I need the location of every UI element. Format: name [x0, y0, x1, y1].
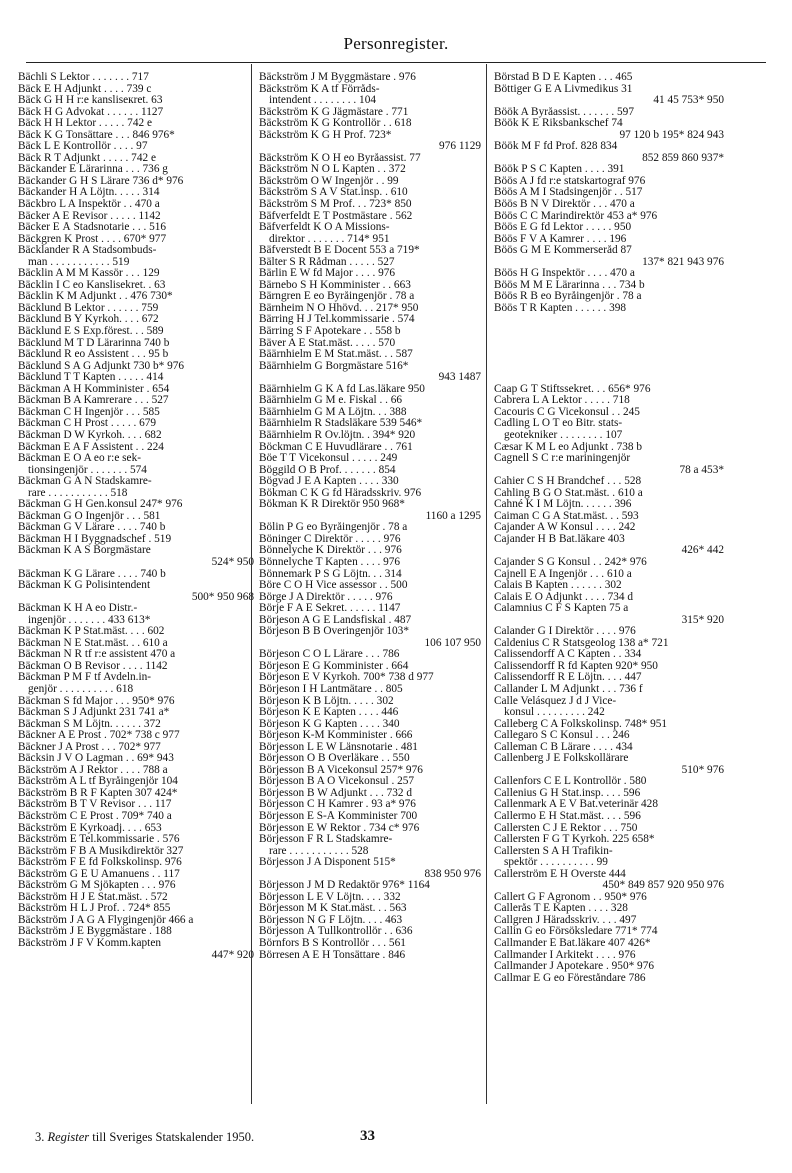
register-entry: Bäcklund T T Kapten . . . . . 414 — [18, 372, 164, 384]
register-entry: Bäckman C H Prost . . . . . 679 — [18, 418, 157, 430]
register-entry: Bäckström G M Sjökapten . . . 976 — [18, 880, 176, 892]
register-entry: intendent . . . . . . . . 104 — [269, 95, 376, 107]
register-entry: Cajander H B Bat.läkare 403 — [494, 533, 625, 545]
page-footer — [35, 1130, 775, 1145]
register-entry: Cajander A W Konsul . . . . 242 — [494, 522, 636, 534]
register-entry: 943 1487 — [438, 372, 481, 384]
register-entry: Callenmark A E V Bat.veterinär 428 — [494, 799, 658, 811]
register-entry: Bärngren E eo Byråingenjör . 78 a — [259, 291, 415, 303]
register-entry: Bäckman N E Stat.mäst. . . 610 a — [18, 637, 168, 649]
register-entry: Bäck L E Kontrollör . . . . 97 — [18, 141, 148, 153]
register-entry: Böös A J fd r:e statskartograf 976 — [494, 175, 646, 187]
register-entry: Bögvad J E A Kapten . . . . 330 — [259, 476, 399, 488]
register-column-2 — [259, 72, 481, 961]
register-entry: Bärnebo S H Komminister . . 663 — [259, 279, 411, 291]
register-entry: Bäckman G A N Stadskamre- — [18, 476, 152, 488]
register-entry: 426* 442 — [681, 545, 724, 557]
register-entry: Bäckström K G Kontrollör . . 618 — [259, 118, 412, 130]
register-entry: Bäckström J F V Komm.kapten — [18, 938, 161, 950]
register-entry: Cadling L O T eo Bitr. stats- — [494, 418, 623, 430]
register-entry: 315* 920 — [681, 614, 724, 626]
register-entry: Bäckman P M F tf Avdeln.in- — [18, 672, 152, 684]
register-entry: Bönnelyche T Kapten . . . . 976 — [259, 556, 401, 568]
register-entry: Böök P S C Kapten . . . . 391 — [494, 164, 625, 176]
register-entry: Bäcklund R eo Assistent . . . 95 b — [18, 349, 169, 361]
register-entry: Börjesson B W Adjunkt . . . 732 d — [259, 787, 413, 799]
register-entry: rare . . . . . . . . . . . 518 — [28, 487, 128, 499]
register-entry: Callmander I Arkitekt . . . . 976 — [494, 949, 636, 961]
register-entry: Calissendorff R E Löjtn. . . . 447 — [494, 672, 642, 684]
register-entry — [494, 361, 724, 373]
register-entry: Böös H G Inspektör . . . . 470 a — [494, 268, 635, 280]
register-entry: Böös B N V Direktör . . . 470 a — [494, 199, 635, 211]
register-entry: Bäck H G Advokat . . . . . . 1127 — [18, 106, 164, 118]
register-entry: Callersten C J E Rektor . . . 750 — [494, 822, 638, 834]
register-entry: Cajander S G Konsul . . 242* 976 — [494, 556, 647, 568]
register-entry: Bäckström K G Jägmästare . 771 — [259, 106, 409, 118]
page-title: Personregister. — [343, 34, 449, 53]
register-entry: Bäckman D W Kyrkoh. . . . 682 — [18, 429, 162, 441]
register-entry: Börjesson F R L Stadskamre- — [259, 834, 393, 846]
register-entry: direktor . . . . . . . 714* 951 — [269, 233, 390, 245]
register-entry: Bäckström G E U Amanuens . . 117 — [18, 868, 180, 880]
register-entry: Börjesson C H Kamrer . 93 a* 976 — [259, 799, 416, 811]
register-entry: Bäfverstedt B E Docent 553 a 719* — [259, 245, 420, 257]
register-entry: Börjesson J M D Redaktör 976* 1164 — [259, 880, 430, 892]
register-entry: Calamnius C F S Kapten 75 a — [494, 603, 629, 615]
footer-sheet: 3. — [35, 1130, 45, 1144]
register-entry: Bärlin E W fd Major . . . . 976 — [259, 268, 396, 280]
register-entry: Bäärnhielm G K A fd Las.läkare 950 — [259, 383, 425, 395]
register-entry: Böös C C Marindirektör 453 a* 976 — [494, 210, 658, 222]
register-entry: Börjeson K-M Komminister . 666 — [259, 730, 413, 742]
header-rule — [26, 62, 766, 63]
register-entry: Cabrera L A Lektor . . . . . 718 — [494, 395, 630, 407]
register-entry: Bäckström K O H eo Byråassist. 77 — [259, 152, 421, 164]
register-entry: Bäcklund B Lektor . . . . . . 759 — [18, 302, 159, 314]
register-entry: 137* 821 943 976 — [642, 256, 724, 268]
register-entry: Börjeson K G Kapten . . . . 340 — [259, 718, 400, 730]
register-entry: Bökman C K G fd Häradsskriv. 976 — [259, 487, 422, 499]
register-entry: Bäckman S J Adjunkt 231 741 a* — [18, 707, 170, 719]
register-entry: Börjeson E G Komminister . 664 — [259, 660, 409, 672]
register-entry: man . . . . . . . . . . . 519 — [28, 256, 130, 268]
register-entry: Böös M M E Lärarinna . . . 734 b — [494, 279, 645, 291]
register-entry: Calleberg C A Folkskolinsp. 748* 951 — [494, 718, 668, 730]
register-entry: 852 859 860 937* — [642, 152, 724, 164]
register-entry: Börjesson Å Tullkontrollör . . 636 — [259, 926, 413, 938]
register-entry: Böckman C E Huvudlärare . . 761 — [259, 441, 413, 453]
register-entry: 450* 849 857 920 950 976 — [602, 880, 724, 892]
register-entry: Bäckman C H Ingenjör . . . 585 — [18, 406, 160, 418]
footer-register-word: Register — [47, 1130, 90, 1144]
register-entry: Böös G M E Kommerseråd 87 — [494, 245, 632, 257]
register-entry: Calissendorff A C Kapten . . 334 — [494, 649, 642, 661]
register-entry: Bäckman S fd Major . . . 950* 976 — [18, 695, 175, 707]
register-entry: Bäckström S M Prof. . . 723* 850 — [259, 199, 412, 211]
register-entry: Bäckström B R F Kapten 307 424* — [18, 787, 178, 799]
register-entry: Calle Velásquez J d J Vice- — [494, 695, 617, 707]
column-divider — [251, 64, 252, 1104]
register-entry — [494, 314, 724, 326]
register-entry: Bökman K R Direktör 950 968* — [259, 499, 405, 511]
register-entry: Böök A Byråassist. . . . . . . 597 — [494, 106, 634, 118]
register-entry: Callermo E H Stat.mäst. . . . 596 — [494, 811, 641, 822]
register-entry: Böös E G fd Lektor . . . . . 950 — [494, 222, 632, 234]
register-entry: Bäcklund E S Exp.förest. . . 589 — [18, 326, 164, 338]
register-entry: Bäckström F E fd Folkskolinsp. 976 — [18, 857, 182, 869]
register-entry: Börjesson E W Rektor . 734 c* 976 — [259, 822, 420, 834]
register-entry: Böök K E Riksbankschef 74 — [494, 118, 623, 130]
register-entry: Bäärnhielm G M A Löjtn. . . 388 — [259, 406, 407, 418]
register-entry: Börjesson N G F Löjtn. . . . 463 — [259, 914, 403, 926]
register-entry: tionsingenjör . . . . . . . 574 — [28, 464, 147, 476]
register-entry: 976 1129 — [439, 141, 481, 153]
register-entry: Bäckgren K Prost . . . . 670* 977 — [18, 233, 167, 245]
register-entry: Bäfverfeldt K O A Missions- — [259, 222, 390, 234]
register-entry: Börge J A Direktör . . . . . 976 — [259, 591, 393, 603]
register-entry: Böggild O B Prof. . . . . . . 854 — [259, 464, 396, 476]
register-entry: geotekniker . . . . . . . . 107 — [504, 429, 623, 441]
register-entry: Bäcklund S A G Adjunkt 730 b* 976 — [18, 360, 185, 372]
register-entry: Börjesson B A Vicekonsul 257* 976 — [259, 764, 423, 776]
register-entry: Callerström E H Överste 444 — [494, 868, 626, 880]
register-entry: Cahling B G O Stat.mäst. . 610 a — [494, 487, 643, 499]
register-entry: 500* 950 968 — [191, 591, 254, 603]
register-entry: Callenius G H Stat.insp. . . . 596 — [494, 787, 641, 799]
register-entry: Bärring H J Tel.kommissarie . 574 — [259, 314, 415, 326]
register-entry: Bäcklin I C eo Kanslisekret. . 63 — [18, 279, 166, 291]
register-entry: Bäck R T Adjunkt . . . . . 742 e — [18, 152, 156, 164]
register-entry: Cahier C S H Brandchef . . . 528 — [494, 476, 642, 488]
register-entry: Bäckander H A Löjtn. . . . . 314 — [18, 187, 160, 199]
register-entry: 106 107 950 — [424, 637, 481, 649]
register-column-3 — [494, 72, 724, 984]
register-entry — [494, 372, 724, 384]
register-entry: Caap G T Stiftssekret. . . 656* 976 — [494, 383, 651, 395]
register-entry: Bäckström A J Rektor . . . . 788 a — [18, 764, 168, 776]
register-entry: Böök M F fd Prof. 828 834 — [494, 141, 618, 153]
register-entry: Bäckman G V Lärare . . . . 740 b — [18, 522, 166, 534]
register-entry: Bäärnhielm G Borgmästare 516* — [259, 360, 409, 372]
register-entry: Bäckman E A F Assistent . . 224 — [18, 441, 164, 453]
register-entry: Callegaro S C Konsul . . . 246 — [494, 730, 630, 742]
register-entry: Cagnell S C r:e mariningenjör — [494, 453, 631, 465]
register-entry: 524* 950 — [211, 556, 254, 568]
register-entry: Bäckström K G H Prof. 723* — [259, 129, 392, 141]
register-entry: Bäck G H H r:e kansliseкret. 63 — [18, 95, 163, 107]
register-entry: Bäckström J M Byggmästare . 976 — [259, 72, 416, 83]
register-entry: Cajnell E A Ingenjör . . . 610 a — [494, 568, 632, 580]
register-entry: 97 120 b 195* 824 943 — [619, 129, 724, 141]
register-entry: Bäckman B A Kamrerare . . . 527 — [18, 395, 169, 407]
register-entry: Callander L M Adjunkt . . . 736 f — [494, 683, 643, 695]
register-entry: Bäckström J A G A Flygingenjör 466 a — [18, 914, 194, 926]
register-entry: Calais B Kapten . . . . . . 302 — [494, 580, 622, 592]
register-entry: Börjeson C O L Lärare . . . 786 — [259, 649, 400, 661]
register-entry: 41 45 753* 950 — [653, 95, 724, 107]
register-entry: Börjeson K E Kapten . . . . 446 — [259, 707, 399, 719]
register-entry: konsul . . . . . . . . . 242 — [504, 707, 605, 719]
register-entry: Bäcklander R A Stadsombuds- — [18, 245, 157, 257]
register-entry: Bäcklin A M M Kassör . . . 129 — [18, 268, 160, 280]
register-entry: Börjeson A G E Landsfiskal . 487 — [259, 614, 412, 626]
register-entry: Bäck E H Adjunkt . . . . 739 c — [18, 83, 152, 95]
register-entry: Bäckström J E Byggmästare . 188 — [18, 926, 172, 938]
register-entry: Bäcksin J V O Lagman . . 69* 943 — [18, 753, 174, 765]
page-number: 33 — [360, 1128, 375, 1144]
register-entry: Börjesson L E W Länsnotarie . 481 — [259, 741, 418, 753]
register-entry: Bäckström F B A Musikdirektör 327 — [18, 845, 184, 857]
register-entry: 838 950 976 — [424, 868, 481, 880]
register-entry: Börjesson L E V Löjtn. . . . 332 — [259, 891, 401, 903]
register-entry: Bönnemark P S G Löjtn. . . 314 — [259, 568, 402, 580]
register-entry: Börjesson M K Stat.mäst. . . 563 — [259, 903, 407, 915]
register-entry: Böninger C Direktör . . . . . 976 — [259, 533, 401, 545]
register-entry: Börresen A E H Tonsättare . 846 — [259, 949, 406, 961]
register-entry: Bäckman K A S Borgmästare — [18, 545, 151, 557]
register-entry: Cacouris C G Vicekonsul . . 245 — [494, 406, 640, 418]
register-entry: Bäckman H I Byggnadschef . 519 — [18, 533, 172, 545]
register-entry: Bäckström O W Ingenjör . . 99 — [259, 175, 399, 187]
column-divider — [486, 64, 487, 1104]
register-entry: Böös R B eo Byråingenjör . 78 a — [494, 291, 642, 303]
register-entry: Böe T T Vicekonsul . . . . . 249 — [259, 453, 398, 465]
register-entry: Calissendorff R fd Kapten 920* 950 — [494, 660, 658, 672]
register-entry: Bäckbro L A Inspektör . . 470 a — [18, 199, 160, 211]
register-entry: Bäckström E Tel.kommissarie . 576 — [18, 834, 180, 846]
register-entry: genjör . . . . . . . . . . 618 — [28, 683, 134, 695]
register-entry: ingenjör . . . . . . . 433 613* — [28, 614, 151, 626]
register-entry: Bäck K G Tonsättare . . . 846 976* — [18, 129, 175, 141]
register-entry: Caiman C G A Stat.mäst. . . 593 — [494, 510, 639, 522]
register-entry: Callenberg J E Folkskollärare — [494, 753, 629, 765]
register-entry: Bölin P G eo Byråingenjör . 78 a — [259, 522, 408, 534]
register-entry: Bäck H H Lektor . . . . . 742 e — [18, 118, 152, 130]
register-entry: Börjesson E S-Å Komminister 700 — [259, 811, 418, 822]
register-entry: Callmander E Bat.läkare 407 426* — [494, 938, 651, 950]
register-entry: Bälter S R Rådman . . . . . 527 — [259, 256, 395, 268]
register-entry: Bäckström A L tf Byråingenjör 104 — [18, 776, 178, 788]
register-entry: Calander G I Direktör . . . . 976 — [494, 626, 636, 638]
register-entry: Börjeson E V Kyrkoh. 700* 738 d 977 — [259, 672, 434, 684]
register-entry: Callgren J Häradsskriv. . . . 497 — [494, 914, 637, 926]
register-entry — [494, 338, 724, 350]
register-entry: Bäckman G O Ingenjör . . . 581 — [18, 510, 161, 522]
register-entry: Bäfverfeldt E T Postmästare . 562 — [259, 210, 413, 222]
register-entry: Börstad B D E Kapten . . . 465 — [494, 72, 633, 83]
register-entry: Callmar E G eo Föreståndare 786 — [494, 972, 646, 984]
register-entry: Bäcklund M T D Lärarinna 740 b — [18, 337, 170, 349]
register-entry: Bäckner A E Prost . 702* 738 c 977 — [18, 730, 180, 742]
register-column-1 — [18, 72, 254, 961]
register-entry: Bäckander G H S Lärare 736 d* 976 — [18, 175, 184, 187]
register-entry: Börjesson O B Överläkare . . 550 — [259, 753, 410, 765]
register-entry: Cahné K I M Löjtn. . . . . . 396 — [494, 499, 632, 511]
register-entry: Böös F V A Kamrer . . . . 196 — [494, 233, 627, 245]
register-entry: Callert G F Agronom . . 950* 976 — [494, 891, 647, 903]
register-entry: 510* 976 — [681, 764, 724, 776]
register-entry: Bärnheim N O Hhövd. . . 217* 950 — [259, 302, 419, 314]
register-entry: Börjesson J A Disponent 515* — [259, 857, 396, 869]
register-entry: Börjeson K B Löjtn. . . . . 302 — [259, 695, 394, 707]
register-entry: Callersten F G T Kyrkoh. 225 658* — [494, 834, 655, 846]
register-entry — [494, 326, 724, 338]
register-entry: spektör . . . . . . . . . . 99 — [504, 857, 608, 869]
register-entry: Bäckman K P Stat.mäst. . . . 602 — [18, 626, 165, 638]
register-entry: Calleman C B Lärare . . . . 434 — [494, 741, 633, 753]
register-entry: Bäärnhielm E M Stat.mäst. . . 587 — [259, 349, 413, 361]
register-entry: Böös T R Kapten . . . . . . 398 — [494, 302, 627, 314]
register-entry: Böös A M I Stadsingenjör . . 517 — [494, 187, 643, 199]
register-entry: Bäckman K H A eo Distr.- — [18, 603, 138, 615]
register-entry: Bäckström N O L Kapten . . 372 — [259, 164, 406, 176]
register-entry: Bönnelyche K Direktör . . . 976 — [259, 545, 402, 557]
register-entry: Bäcker E Å Stadsnotarie . . . 516 — [18, 222, 167, 234]
register-entry: Bäckman S M Löjtn. . . . . . 372 — [18, 718, 161, 730]
register-entry: Bäckman A H Komminister . 654 — [18, 383, 170, 395]
register-entry: Caldenius C R Statsgeolog 138 a* 721 — [494, 637, 669, 649]
register-entry: Bäcker A E Revisor . . . . . 1142 — [18, 210, 161, 222]
register-entry: Börjesson B A O Vicekonsul . 257 — [259, 776, 415, 788]
register-entry: Bäver A E Stat.mäst. . . . . 570 — [259, 337, 396, 349]
register-entry: Callin G eo Försöksledare 771* 774 — [494, 926, 658, 938]
register-entry: Bäckman E O A eo r:e sek- — [18, 453, 141, 465]
register-entry: 78 a 453* — [679, 464, 724, 476]
register-entry: Bäckman O B Revisor . . . . 1142 — [18, 660, 168, 672]
register-entry: 1160 a 1295 — [425, 510, 481, 522]
register-entry: Bäckström K A tf Förråds- — [259, 83, 380, 95]
register-entry: Bächli S Lektor . . . . . . . 717 — [18, 72, 149, 83]
register-entry: Börje F A E Sekret. . . . . . 1147 — [259, 603, 401, 615]
register-entry: Callenfors C E L Kontrollör . 580 — [494, 776, 647, 788]
register-entry: Bäcklin K M Adjunkt . . 476 730* — [18, 291, 173, 303]
register-entry: Bäckman K G Lärare . . . . 740 b — [18, 568, 166, 580]
register-entry: Bäärnhielm R Stadsläkare 539 546* — [259, 418, 423, 430]
register-entry: Börjeson B B Överingenjör 103* — [259, 626, 409, 638]
register-entry: Böre C O H Vice assessor . . 500 — [259, 580, 408, 592]
register-entry: Callmander J Apotekare . 950* 976 — [494, 961, 655, 973]
register-entry: Callerås T E Kapten . . . . 328 — [494, 903, 628, 915]
register-entry: Bäckman K G Polisintendent — [18, 580, 151, 592]
register-entry: Bärring S F Apotekare . . 558 b — [259, 326, 401, 338]
register-entry: 447* 920 — [211, 949, 254, 961]
register-entry — [494, 349, 724, 361]
register-entry: Bäcklund B Y Kyrkoh. . . . 672 — [18, 314, 159, 326]
register-entry: Bäärnhielm G M e. Fiskal . . 66 — [259, 395, 403, 407]
register-entry: Calais E O Adjunkt . . . . 734 d — [494, 591, 634, 603]
register-entry: Börnfors B S Kontrollör . . . 561 — [259, 938, 406, 950]
register-entry: Bäckström H J E Stat.mäst. . 572 — [18, 891, 168, 903]
register-entry: Callersten S A H Trafikin- — [494, 845, 613, 857]
register-entry: Bäckström E Kyrkoadj. . . . 653 — [18, 822, 162, 834]
register-entry: Bäckström B T V Revisor . . . 117 — [18, 799, 172, 811]
register-entry: Bäckman N R tf r:e assistent 470 a — [18, 649, 176, 661]
register-entry: Bäckström S A V Stat.insp. . 610 — [259, 187, 408, 199]
register-entry: Bäckström C E Prost . 709* 740 a — [18, 811, 172, 822]
footer-text: till Sveriges Statskalender 1950. — [92, 1130, 255, 1144]
register-entry: Böttiger G E A Livmedikus 31 — [494, 83, 633, 95]
register-entry: Bäckander E Lärarinna . . . 736 g — [18, 164, 168, 176]
register-entry: Bäckström H L J Prof. . 724* 855 — [18, 903, 171, 915]
register-entry: rare . . . . . . . . . . . 528 — [269, 845, 369, 857]
register-entry: Cæsar K M L eo Adjunkt . 738 b — [494, 441, 643, 453]
register-entry: Bäärnhielm R Öv.löjtn. . 394* 920 — [259, 429, 416, 441]
register-entry: Bäckner J A Prost . . . 702* 977 — [18, 741, 161, 753]
register-entry: Börjeson I H Lantmätare . . 805 — [259, 683, 403, 695]
register-entry: Bäckman G H Gen.konsul 247* 976 — [18, 499, 183, 511]
